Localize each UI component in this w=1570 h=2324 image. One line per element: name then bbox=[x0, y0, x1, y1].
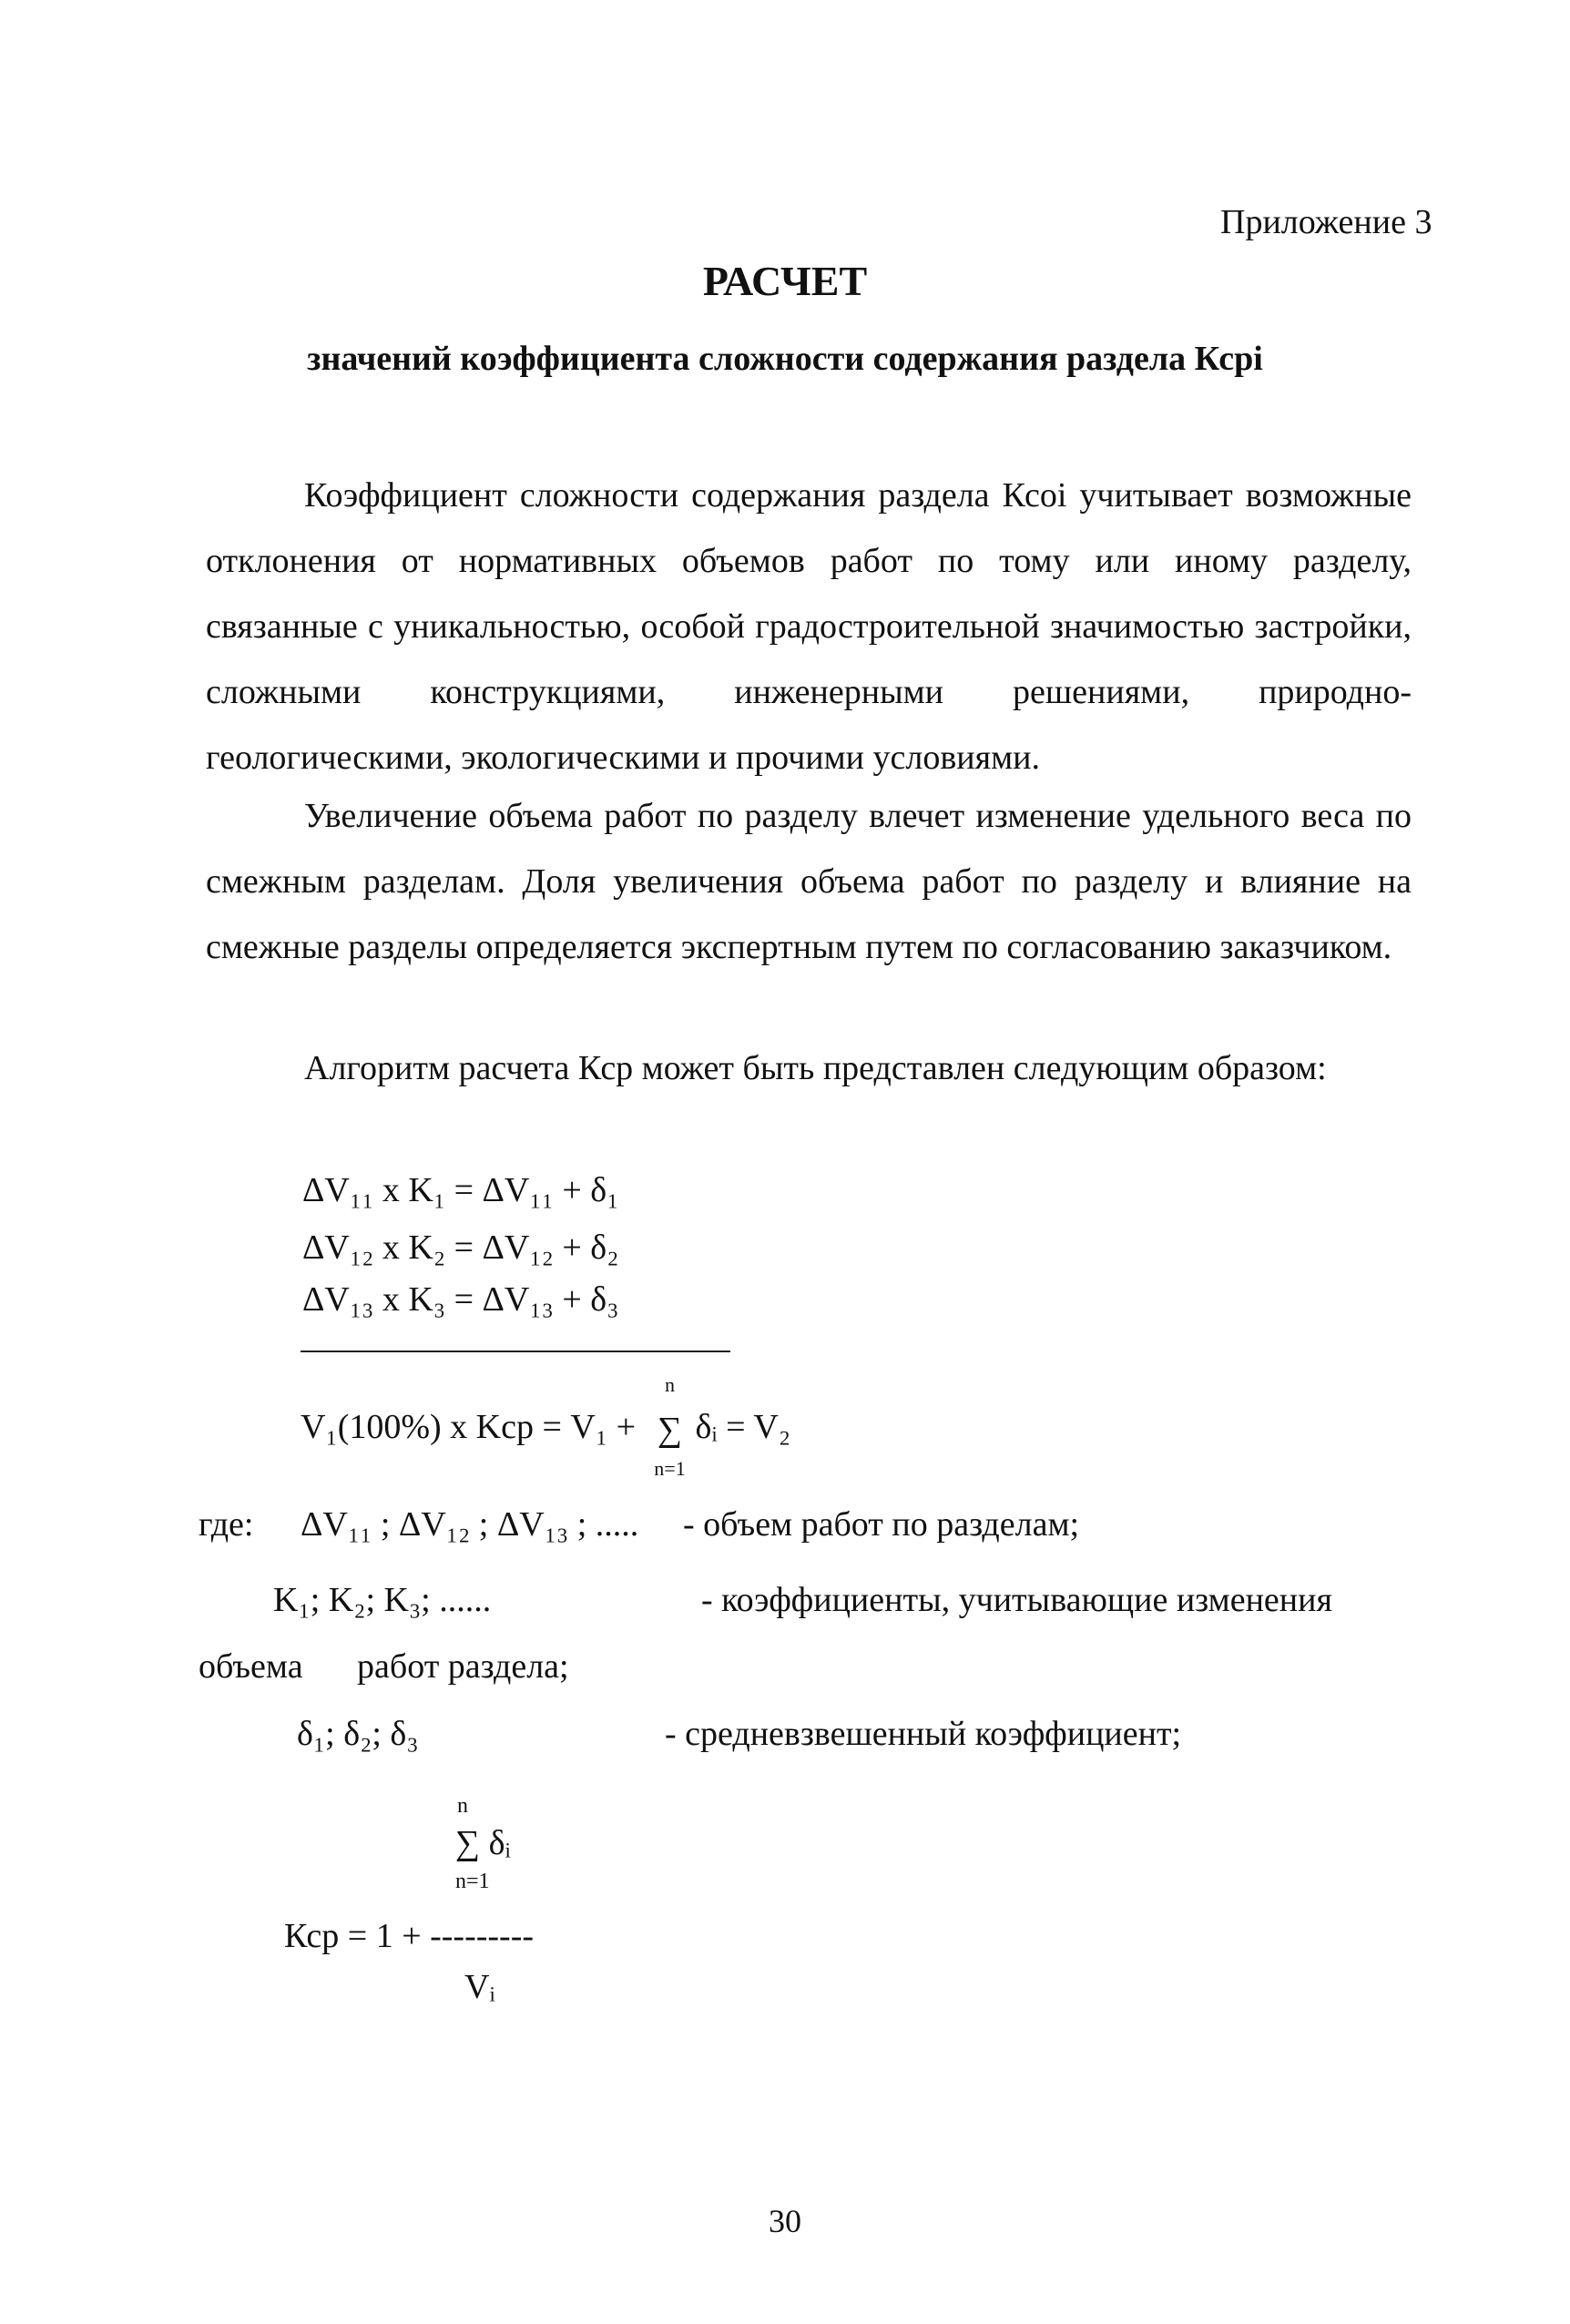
summation-symbol bbox=[645, 1373, 696, 1481]
kcp-denominator: Vᵢ bbox=[464, 1968, 495, 2006]
equation-1: ΔV₁₁ x K₁ = ΔV₁₁ + δ₁ bbox=[302, 1171, 619, 1209]
kcp-sum-expression bbox=[455, 1823, 511, 1863]
total-equation-right: δᵢ = V₂ bbox=[695, 1408, 791, 1446]
sum-lower-limit: n=1 bbox=[654, 1457, 686, 1481]
paragraph-2 bbox=[206, 783, 1412, 980]
kcp-sum-upper-limit: n bbox=[457, 1794, 468, 1818]
total-equation-left: V₁(100%) x Kср = V₁ + bbox=[301, 1408, 645, 1446]
sum-sign: ∑ bbox=[657, 1411, 683, 1450]
equation-3: ΔV₁₃ x K₃ = ΔV₁₃ + δ₃ bbox=[302, 1280, 619, 1319]
kcp-sum-lower-limit: n=1 bbox=[455, 1870, 490, 1893]
where-label: где: bbox=[199, 1505, 254, 1544]
kcp-sum-variable: δᵢ bbox=[488, 1824, 511, 1862]
paragraph-text: Коэффициент сложности содержания раздела Ксоi учитывает возможные отклонения от нормативных объемов работ по тому или иному разделу, связанные с уникальностью, особой градостроительной значимостью застройки, сложными конструкциями, инженерными решениями, природно-геологическими, экологическими и прочими условиями. bbox=[206, 476, 1412, 777]
paragraph-text: Алгоритм расчета Кср может быть представлен следующим образом: bbox=[304, 1049, 1327, 1087]
paragraph-text: Увеличение объема работ по разделу влечет изменение удельного веса по смежным разделам. Доля увеличения объема работ по разделу и влияние на смежные разделы определяется экспертным путем по согласованию заказчиком. bbox=[206, 797, 1412, 966]
paragraph-1 bbox=[206, 463, 1412, 790]
total-equation bbox=[301, 1373, 791, 1481]
definition-2-desc: - коэффициенты, учитывающие изменения bbox=[701, 1581, 1332, 1619]
definition-2-terms: K₁; K₂; K₃; ...... bbox=[273, 1581, 492, 1619]
paragraph-3 bbox=[206, 1035, 1412, 1101]
definition-2-cont-b: работ раздела; bbox=[357, 1647, 569, 1686]
equation-2: ΔV₁₂ x K₂ = ΔV₁₂ + δ₂ bbox=[302, 1228, 619, 1267]
page-number: 30 bbox=[769, 2203, 801, 2239]
sum-upper-limit: n bbox=[665, 1373, 676, 1397]
definition-1-terms: ΔV₁₁ ; ΔV₁₂ ; ΔV₁₃ ; ..... bbox=[301, 1505, 639, 1544]
definition-3-terms: δ₁; δ₂; δ₃ bbox=[297, 1715, 419, 1753]
page-subtitle: значений коэффициента сложности содержания раздела Ксрi bbox=[307, 340, 1263, 378]
page-title: РАСЧЕТ bbox=[702, 258, 868, 304]
kcp-sum-sign: ∑ bbox=[455, 1824, 481, 1862]
definition-1-desc: - объем работ по разделам; bbox=[683, 1505, 1080, 1544]
definition-2-cont-a: объема bbox=[199, 1647, 303, 1686]
kcp-formula: Кср = 1 + --------- bbox=[284, 1917, 535, 1955]
formula-divider bbox=[301, 1351, 730, 1352]
appendix-label: Приложение 3 bbox=[1220, 203, 1432, 241]
definition-3-desc: - средневзвешенный коэффициент; bbox=[665, 1715, 1182, 1753]
